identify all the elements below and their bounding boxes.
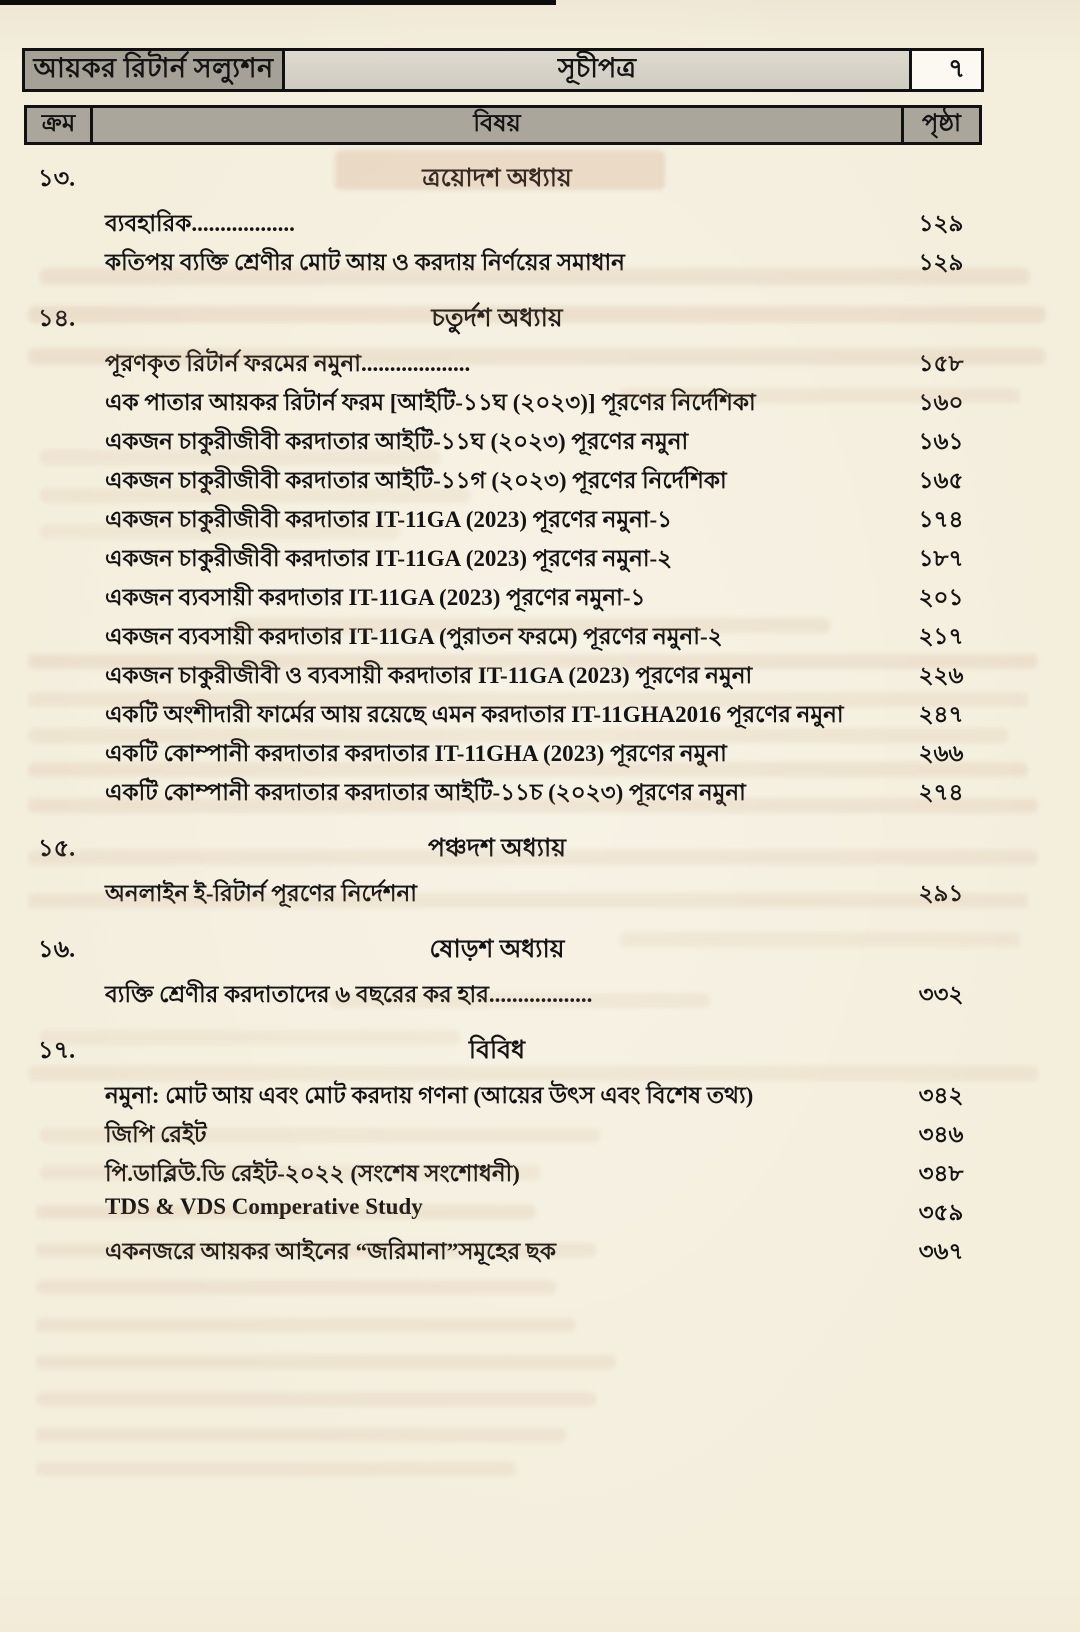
- entry-page-number: ১২৯: [918, 250, 964, 275]
- page-header-bar: [22, 48, 984, 92]
- bleed-through-line: [36, 1318, 576, 1332]
- entry-page-number: ১৬০: [918, 390, 964, 415]
- section-head: [24, 927, 1032, 973]
- entry-title: একজন চাকুরীজীবী করদাতার IT-11GA (2023) পূরণের নমুনা-২: [105, 546, 673, 571]
- chapter-heading: ত্রয়োদশ অধ্যায়: [422, 165, 572, 192]
- toc-entry-row: [24, 342, 1032, 381]
- toc-entry-row: [24, 459, 1032, 498]
- toc-section: [24, 826, 1032, 911]
- toc-entry-row: [24, 1152, 1032, 1191]
- toc-entry-row: [24, 615, 1032, 654]
- bleed-through-line: [36, 1392, 596, 1406]
- entry-page-number: ১৬৫: [918, 468, 964, 493]
- toc-entry-row: [24, 241, 1032, 280]
- bleed-through-line: [36, 1428, 566, 1442]
- entry-page-number: ৩৪৬: [918, 1122, 964, 1147]
- entry-page-number: ২৭৪: [918, 780, 964, 805]
- entry-title: একজন চাকুরীজীবী করদাতার আইটি-১১ঘ (২০২৩) পূরণের নমুনা: [105, 429, 689, 454]
- entry-page-number: ১৬১: [918, 429, 964, 454]
- section-head: [24, 296, 1032, 342]
- section-serial: ১৬.: [38, 937, 76, 963]
- toc-entry-row: [24, 771, 1032, 810]
- entry-title: একটি কোম্পানী করদাতার করদাতার আইটি-১১চ (২০২৩) পূরণের নমুনা: [105, 780, 746, 805]
- entry-page-number: ১৫৮: [918, 351, 964, 376]
- book-title: আয়কর রিটার্ন সল্যুশন: [25, 51, 285, 89]
- entry-title: একজন ব্যবসায়ী করদাতার IT-11GA (পুরাতন ফরমে) পূরণের নমুনা-২: [105, 624, 723, 649]
- toc-entry-row: [24, 654, 1032, 693]
- toc-entry-row: [24, 537, 1032, 576]
- toc-entry-row: [24, 1113, 1032, 1152]
- entry-title: একনজরে আয়কর আইনের “জরিমানা”সমূহের ছক: [105, 1239, 556, 1264]
- entry-page-number: ১৮৭: [918, 546, 964, 571]
- section-serial: ১৩.: [38, 166, 76, 192]
- entry-title: একজন চাকুরীজীবী ও ব্যবসায়ী করদাতার IT-11GA (2023) পূরণের নমুনা: [105, 663, 753, 688]
- toc-column-header: [24, 105, 982, 145]
- bleed-through-line: [36, 1355, 616, 1369]
- entry-title: একজন চাকুরীজীবী করদাতার IT-11GA (2023) পূরণের নমুনা-১: [105, 507, 673, 532]
- toc-entry-row: [24, 1191, 1032, 1230]
- entry-title: জিপি রেইট: [105, 1122, 207, 1147]
- entry-title: কতিপয় ব্যক্তি শ্রেণীর মোট আয় ও করদায় নির্ণয়ের সমাধান: [105, 250, 625, 275]
- column-header-page: পৃষ্ঠা: [901, 108, 979, 142]
- bleed-through-line: [36, 1280, 556, 1294]
- entry-page-number: ২২৬: [918, 663, 964, 688]
- entry-title: এক পাতার আয়কর রিটার্ন ফরম [আইটি-১১ঘ (২০২৩)] পূরণের নির্দেশিকা: [105, 390, 756, 415]
- chapter-heading: পঞ্চদশ অধ্যায়: [428, 835, 566, 862]
- column-header-serial: ক্রম: [27, 108, 93, 142]
- toc-section: [24, 927, 1032, 1012]
- entry-title: একজন ব্যবসায়ী করদাতার IT-11GA (2023) পূরণের নমুনা-১: [105, 585, 646, 610]
- entry-title: অনলাইন ই-রিটার্ন পূরণের নির্দেশনা: [105, 881, 417, 906]
- bleed-through-line: [36, 1462, 516, 1476]
- entry-page-number: ২৯১: [918, 881, 964, 906]
- entry-title: পূরণকৃত রিটার্ন ফরমের নমুনা...................: [105, 351, 471, 376]
- entry-page-number: ১৭৪: [918, 507, 964, 532]
- entry-page-number: ৩৬৭: [918, 1239, 964, 1264]
- page-number: ৭: [909, 51, 981, 89]
- toc-entry-row: [24, 202, 1032, 241]
- toc-entry-row: [24, 1230, 1032, 1269]
- chapter-heading: বিবিধ: [468, 1037, 526, 1064]
- entry-page-number: ৩৩২: [918, 982, 964, 1007]
- entry-page-number: ১২৯: [918, 211, 964, 236]
- scan-edge-artifact: [0, 0, 556, 5]
- entry-page-number: ২০১: [918, 585, 964, 610]
- entry-title: একটি অংশীদারী ফার্মের আয় রয়েছে এমন করদাতার IT-11GHA2016 পূরণের নমুনা: [105, 702, 844, 727]
- entry-title: ব্যক্তি শ্রেণীর করদাতাদের ৬ বছরের কর হার..................: [105, 982, 593, 1007]
- entry-title: ব্যবহারিক..................: [105, 211, 295, 236]
- chapter-heading: ষোড়শ অধ্যায়: [429, 936, 565, 963]
- section-serial: ১৫.: [38, 836, 76, 862]
- entry-title: একটি কোম্পানী করদাতার করদাতার IT-11GHA (2023) পূরণের নমুনা: [105, 741, 727, 766]
- toc-entry-row: [24, 872, 1032, 911]
- column-header-subject: বিষয়: [473, 111, 521, 137]
- entry-title: TDS & VDS Comperative Study: [105, 1194, 423, 1219]
- entry-title: পি.ডাব্লিউ.ডি রেইট-২০২২ (সংশেষ সংশোধনী): [105, 1161, 520, 1186]
- entry-page-number: ২১৭: [918, 624, 964, 649]
- section-head: [24, 826, 1032, 872]
- section-head: [24, 1028, 1032, 1074]
- toc-entry-row: [24, 1074, 1032, 1113]
- entry-page-number: ৩৫৯: [918, 1200, 964, 1225]
- toc-section: [24, 296, 1032, 810]
- toc-entry-row: [24, 732, 1032, 771]
- toc-entry-row: [24, 420, 1032, 459]
- toc-section: [24, 156, 1032, 280]
- page-title: সূচীপত্র: [285, 51, 909, 89]
- toc-list: [24, 154, 1032, 1269]
- entry-title: নমুনা: মোট আয় এবং মোট করদায় গণনা (আয়ের উৎস এবং বিশেষ তথ্য): [105, 1083, 754, 1108]
- section-serial: ১৭.: [38, 1038, 76, 1064]
- entry-page-number: ৩৪২: [918, 1083, 964, 1108]
- chapter-heading: চতুর্দশ অধ্যায়: [431, 305, 563, 332]
- toc-entry-row: [24, 693, 1032, 732]
- toc-entry-row: [24, 381, 1032, 420]
- entry-page-number: ২৪৭: [918, 702, 964, 727]
- entry-title: একজন চাকুরীজীবী করদাতার আইটি-১১গ (২০২৩) পূরণের নির্দেশিকা: [105, 468, 727, 493]
- toc-entry-row: [24, 576, 1032, 615]
- toc-section: [24, 1028, 1032, 1269]
- entry-page-number: ২৬৬: [918, 741, 964, 766]
- entry-page-number: ৩৪৮: [918, 1161, 964, 1186]
- section-serial: ১৪.: [38, 306, 76, 332]
- toc-entry-row: [24, 973, 1032, 1012]
- section-head: [24, 156, 1032, 202]
- toc-entry-row: [24, 498, 1032, 537]
